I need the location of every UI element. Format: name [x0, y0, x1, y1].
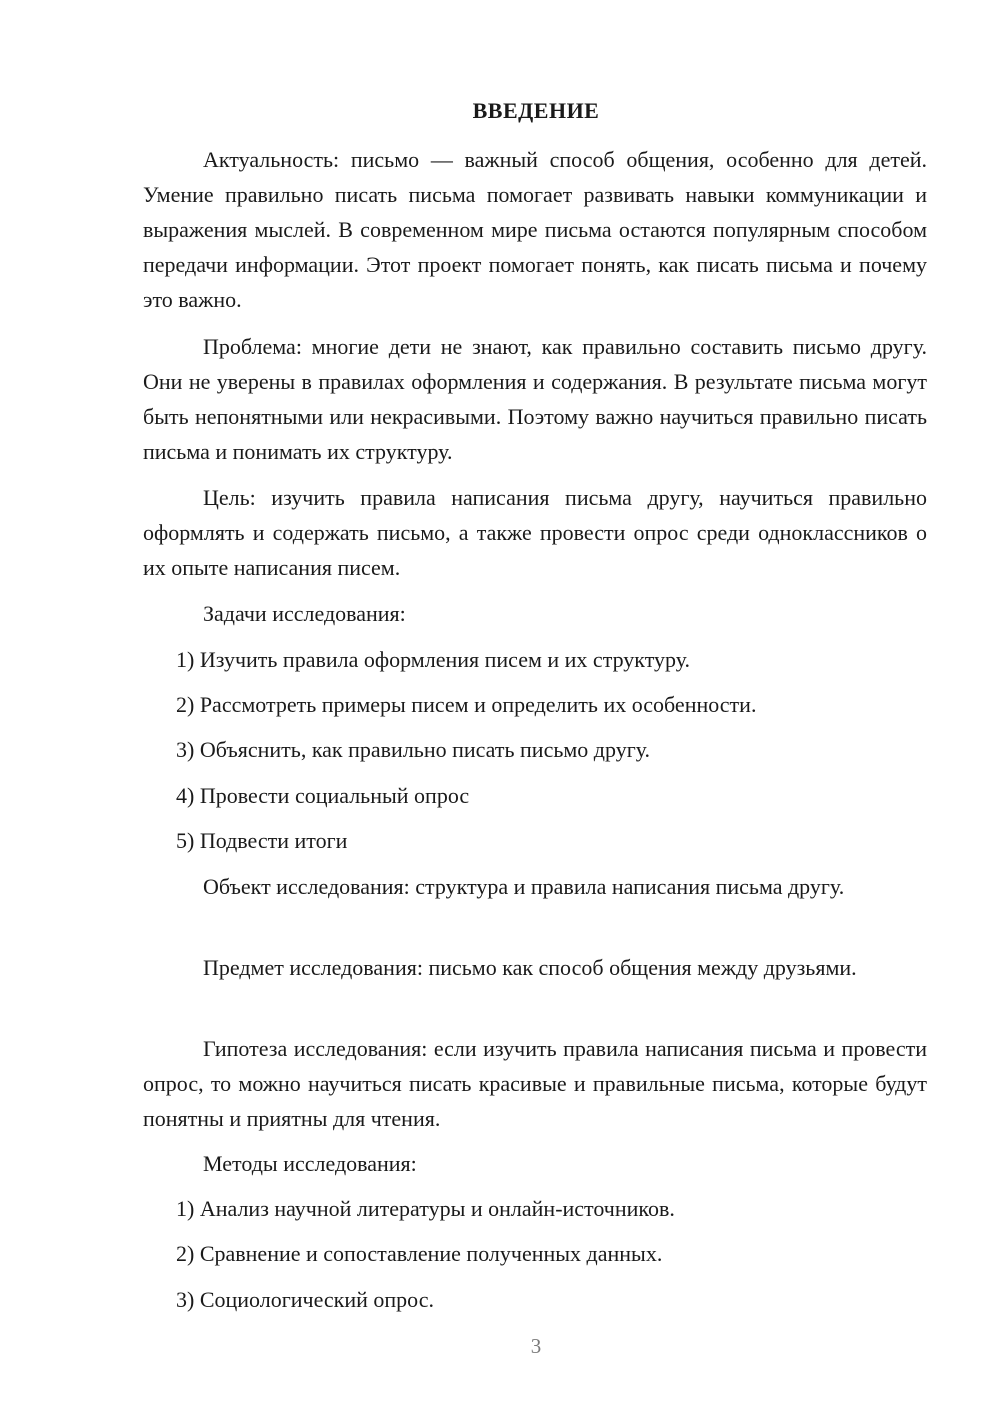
goal-paragraph: Цель: изучить правила написания письма другу, научиться правильно оформлять и содержать письмо, а также провести опрос среди одноклассников о их опыте написания писем. [143, 485, 927, 580]
method-item-2: 2) Сравнение и сопоставление полученных данных. [176, 1241, 663, 1266]
task-item-2: 2) Рассмотреть примеры писем и определить их особенности. [176, 692, 757, 717]
task-item-3: 3) Объяснить, как правильно писать письмо другу. [176, 737, 651, 762]
hypothesis-paragraph: Гипотеза исследования: если изучить правила написания письма и провести опрос, то можно научиться писать красивые и правильные письма, которые будут понятны и приятны для чтения. [143, 1036, 927, 1131]
task-item-4: 4) Провести социальный опрос [176, 783, 470, 808]
page-title: ВВЕДЕНИЕ [472, 98, 600, 123]
methods-heading: Методы исследования: [203, 1151, 417, 1176]
task-item-1: 1) Изучить правила оформления писем и их структуру. [176, 647, 691, 672]
tasks-heading: Задачи исследования: [203, 601, 406, 626]
relevance-paragraph: Актуальность: письмо — важный способ общения, особенно для детей. Умение правильно писать письма помогает развивать навыки коммуникации и выражения мыслей. В современном мире письма остаются популярным способом передачи информации. Этот проект помогает понять, как писать письма и почему это важно. [143, 147, 927, 312]
subject-paragraph: Предмет исследования: письмо как способ общения между друзьями. [203, 955, 857, 980]
method-item-1: 1) Анализ научной литературы и онлайн-источников. [176, 1196, 675, 1221]
method-item-3: 3) Социологический опрос. [176, 1287, 434, 1312]
object-paragraph: Объект исследования: структура и правила написания письма другу. [203, 874, 845, 899]
task-item-5: 5) Подвести итоги [176, 828, 348, 853]
page-number: 3 [530, 1334, 542, 1358]
problem-paragraph: Проблема: многие дети не знают, как правильно составить письмо другу. Они не уверены в правилах оформления и содержания. В результате письма могут быть непонятными или некрасивыми. Поэтому важно научиться правильно писать письма и понимать их структуру. [143, 334, 927, 464]
